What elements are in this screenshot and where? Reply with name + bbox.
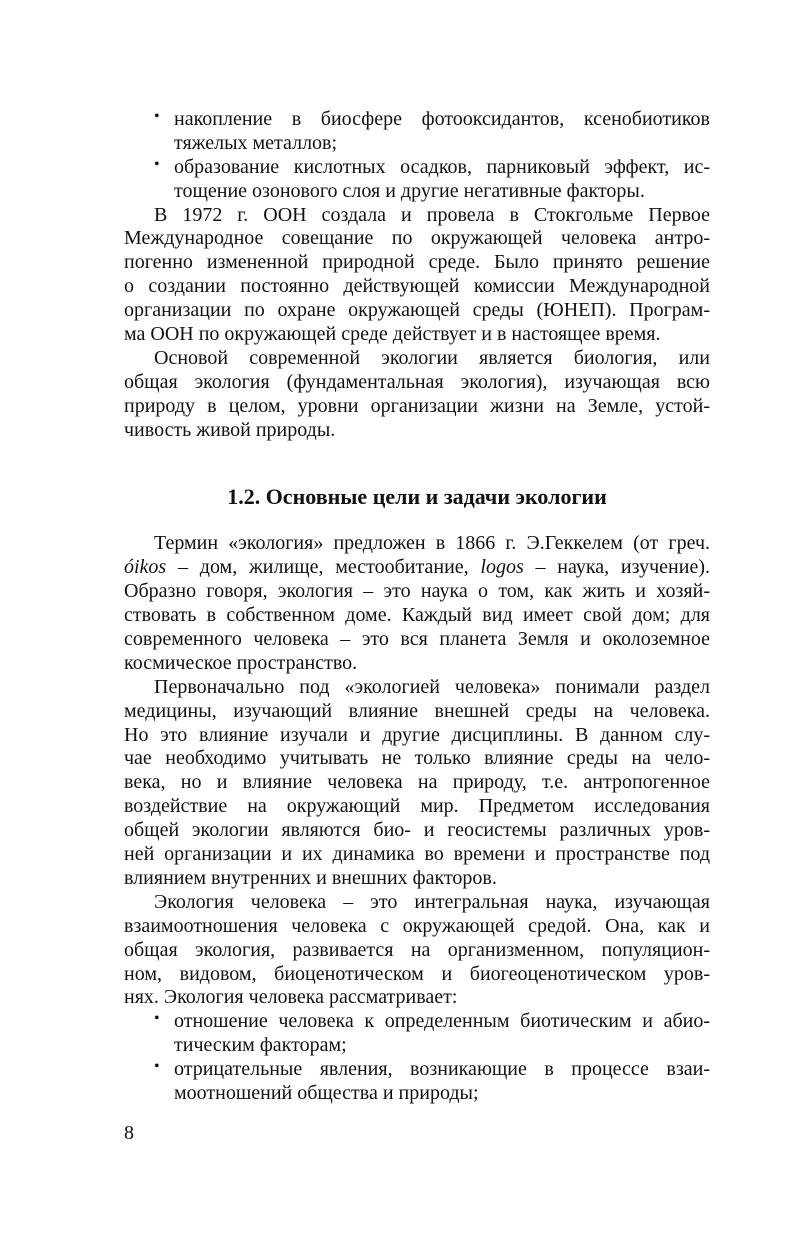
text-line: влиянием внутренних и внешних факторов. <box>124 866 497 889</box>
text-line: Образно говоря, экология – это наука о том, как жить и хозяй- <box>124 580 710 603</box>
text-line: нях. Экология человека рассматривает: <box>124 986 458 1009</box>
paragraph-biology <box>124 347 710 443</box>
text-line: отношение человека к определенным биотическим и абио- <box>174 1010 710 1033</box>
text-line: В 1972 г. ООН создала и провела в Стокгольме Первое <box>154 203 710 226</box>
text-line: Экология человека – это интегральная наука, изучающая <box>154 890 710 913</box>
text-line: моотношений общества и природы; <box>174 1081 479 1104</box>
text-line: ном, видовом, биоценотическом и биогеоценотическом уров- <box>124 962 710 985</box>
text-line: Первоначально под «экологией человека» понимали раздел <box>154 675 710 698</box>
text-line: тощение озонового слоя и другие негативные факторы. <box>174 179 645 202</box>
text-line: отрицательные явления, возникающие в процессе взаи- <box>174 1058 710 1081</box>
page-number: 8 <box>124 1122 134 1144</box>
text-line: Основой современной экологии является биология, или <box>154 346 710 369</box>
paragraph-unep <box>124 204 710 347</box>
text-line: общей экологии являются био- и геосистемы различных уров- <box>124 819 710 842</box>
text-line: природу в целом, уровни организации жизни на Земле, устой- <box>124 394 710 417</box>
text-line: Но это влияние изучали и другие дисциплины. В данном слу- <box>124 723 710 746</box>
text-line: чае необходимо учитывать не только влияние среды на чело- <box>124 747 710 770</box>
text-line: образование кислотных осадков, парниковый эффект, ис- <box>174 155 710 178</box>
text-fragment: – дом, жилище, местообитание, <box>166 556 481 579</box>
list-item <box>124 1010 710 1034</box>
greek-term-logos: logos <box>480 556 524 579</box>
paragraph-term <box>124 532 710 675</box>
text-line: взаимоотношения человека с окружающей средой. Она, как и <box>124 914 710 937</box>
list-item <box>124 1058 710 1082</box>
bullet-symbol: • <box>154 108 160 125</box>
text-fragment: – наука, изучение). <box>523 556 710 579</box>
bullet-symbol: • <box>154 1010 160 1028</box>
list-item <box>124 108 710 132</box>
text-line: ма ООН по окружающей среде действует и в настоящее время. <box>124 323 661 346</box>
paragraph-human-ecology-definition <box>124 891 710 1010</box>
section-heading: 1.2. Основные цели и задачи экологии <box>227 484 607 510</box>
page-content <box>124 108 710 1106</box>
text-line: тическим факторам; <box>174 1034 347 1057</box>
paragraph-human-ecology-origin <box>124 676 710 891</box>
bottom-bullet-list <box>124 1010 710 1106</box>
text-line: о создании постоянно действующей комиссии Международной <box>124 275 710 298</box>
list-item <box>124 156 710 180</box>
text-line: ней организации и их динамика во времени и пространстве под <box>124 843 710 866</box>
text-line: современного человека – это вся планета Земля и околоземное <box>124 628 710 651</box>
text-line: воздействие на окружающий мир. Предметом исследования <box>124 795 710 818</box>
text-line <box>124 556 710 580</box>
text-line: космическое пространство. <box>124 651 358 674</box>
text-line: погенно измененной природной среде. Было принято решение <box>124 251 710 274</box>
text-line: ствовать в собственном доме. Каждый вид имеет свой дом; для <box>124 604 710 627</box>
text-line: чивость живой природы. <box>124 418 336 441</box>
text-line: тяжелых металлов; <box>174 131 338 154</box>
text-line: накопление в биосфере фотооксидантов, ксенобиотиков <box>174 108 710 130</box>
greek-term-oikos: óikos <box>124 556 167 579</box>
text-line: Термин «экология» предложен в 1866 г. Э.Геккелем (от греч. <box>154 532 710 555</box>
bullet-symbol: • <box>154 155 160 173</box>
bullet-symbol: • <box>154 1058 160 1076</box>
text-line: Международное совещание по окружающей человека антро- <box>124 227 710 250</box>
text-line: века, но и влияние человека на природу, т.е. антропогенное <box>124 771 710 794</box>
text-line: организации по охране окружающей среды (ЮНЕП). Програм- <box>124 299 710 322</box>
top-bullet-list <box>124 108 710 204</box>
text-line: общая экология (фундаментальная экология), изучающая всю <box>124 370 710 393</box>
text-line: медицины, изучающий влияние внешней среды на человека. <box>124 699 710 722</box>
text-line: общая экология, развивается на организменном, популяцион- <box>124 938 710 961</box>
